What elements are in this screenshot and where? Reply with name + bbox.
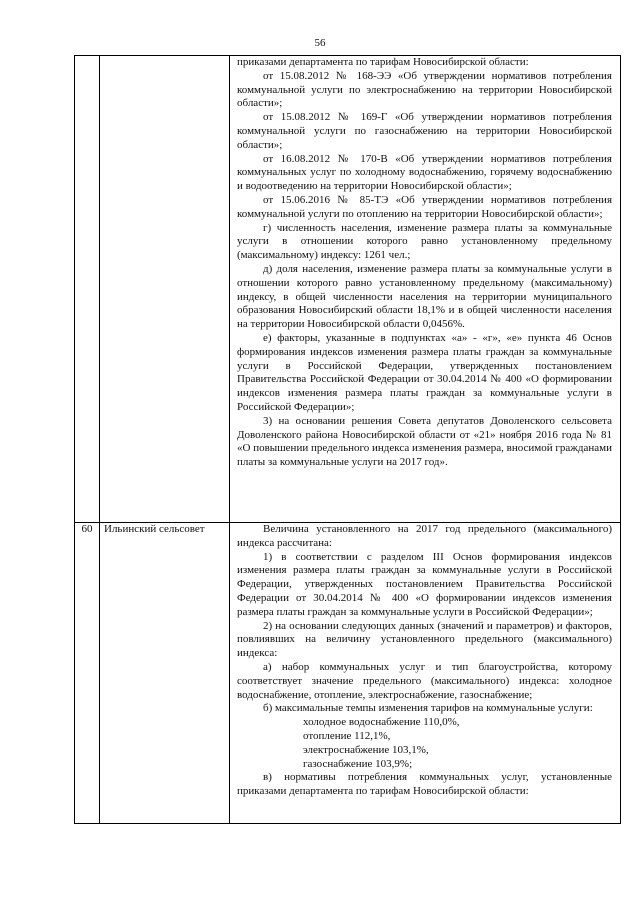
paragraph: от 15.08.2012 № 168-ЭЭ «Об утверждении нормативов потребления коммунальной услуги по электроснабжению на территории Новосибирской области»; — [237, 69, 612, 110]
paragraph: е) факторы, указанные в подпунктах «а» - «г», «е» пункта 46 Основ формирования индексов изменения размера платы граждан за коммунальные услуги в Российской Федерации, утвержденных постановлением Правительства Российской Федерации от 30.04.2014 № 400 «О формировании индексов изменения размера платы граждан за коммунальные услуги в Российской Федерации»; — [237, 331, 612, 413]
paragraph: б) максимальные темпы изменения тарифов на коммунальные услуги: — [263, 702, 593, 715]
table-row — [75, 56, 621, 523]
paragraph: 1) в соответствии с разделом III Основ формирования индексов изменения размера платы граждан за коммунальные услуги в Российской Федерации, утвержденных постановлением Правительства Российской Федерации от 30.04.2014 № 400 «О формировании индексов изменения размера платы граждан за коммунальные услуги в Российской Федерации»; — [237, 550, 612, 618]
municipality-cell: Ильинский сельсовет — [100, 523, 230, 824]
tariff-rate-item: отопление 112,1%, — [303, 729, 391, 742]
paragraph: от 15.06.2016 № 85-ТЭ «Об утверждении нормативов потребления коммунальной услуги по отоплению на территории Новосибирской области»; — [237, 193, 612, 220]
tariff-rate-item: электроснабжение 103,1%, — [303, 743, 429, 756]
paragraph: а) набор коммунальных услуг и тип благоустройства, которому соответствует значение предельного (максимального) индекса: холодное водоснабжение, отопление, электроснабжение, газоснабжение; — [237, 660, 612, 701]
paragraph: от 15.08.2012 № 169-Г «Об утверждении нормативов потребления коммунальной услуги по газоснабжению на территории Новосибирской области»; — [237, 111, 612, 151]
paragraph: от 16.08.2012 № 170-В «Об утверждении нормативов потребления коммунальных услуг по холодному водоснабжению, горячему водоснабжению и водоотведению на территории Новосибирской области»; — [237, 152, 612, 193]
tariff-rate-item: газоснабжение 103,9%; — [303, 757, 413, 770]
paragraph: Величина установленного на 2017 год предельного (максимального) индекса рассчитана: — [237, 523, 612, 549]
tariff-rate-item: холодное водоснабжение 110,0%, — [303, 716, 460, 729]
description-cell — [230, 523, 621, 824]
paragraph: приказами департамента по тарифам Новосибирской области: — [237, 56, 529, 68]
paragraph: в) нормативы потребления коммунальных услуг, установленные приказами департамента по тарифам Новосибирской области: — [237, 771, 612, 798]
paragraph: д) доля населения, изменение размера платы за коммунальные услуги в отношении которого равно установленному предельному (максимальному) индексу, в общей численности населения на территории муниципального образования Новосибирский области 18,1% и в общей численности населения на территории Новосибирской области 0,0456%. — [237, 262, 612, 331]
municipality-cell — [100, 56, 230, 523]
tariff-table — [74, 55, 621, 824]
table-row — [75, 523, 621, 824]
row-number-cell — [75, 56, 100, 523]
paragraph: 3) на основании решения Совета депутатов Доволенского сельсовета Доволенского района Новосибирской области от «21» ноября 2016 года № 81 «О повышении предельного индекса изменения размера, вносимой гражданами платы за коммунальные услуги на 2017 год». — [237, 414, 612, 469]
paragraph: 2) на основании следующих данных (значений и параметров) и факторов, повлиявших на величину установленного предельного (максимального) индекса: — [237, 619, 612, 660]
row-number-cell: 60 — [75, 523, 100, 824]
page-number: 56 — [314, 37, 326, 49]
paragraph: г) численность населения, изменение размера платы за коммунальные услуги в отношении которого равно установленному предельному (максимальному) индексу: 1261 чел.; — [237, 221, 612, 262]
description-cell — [230, 56, 621, 523]
